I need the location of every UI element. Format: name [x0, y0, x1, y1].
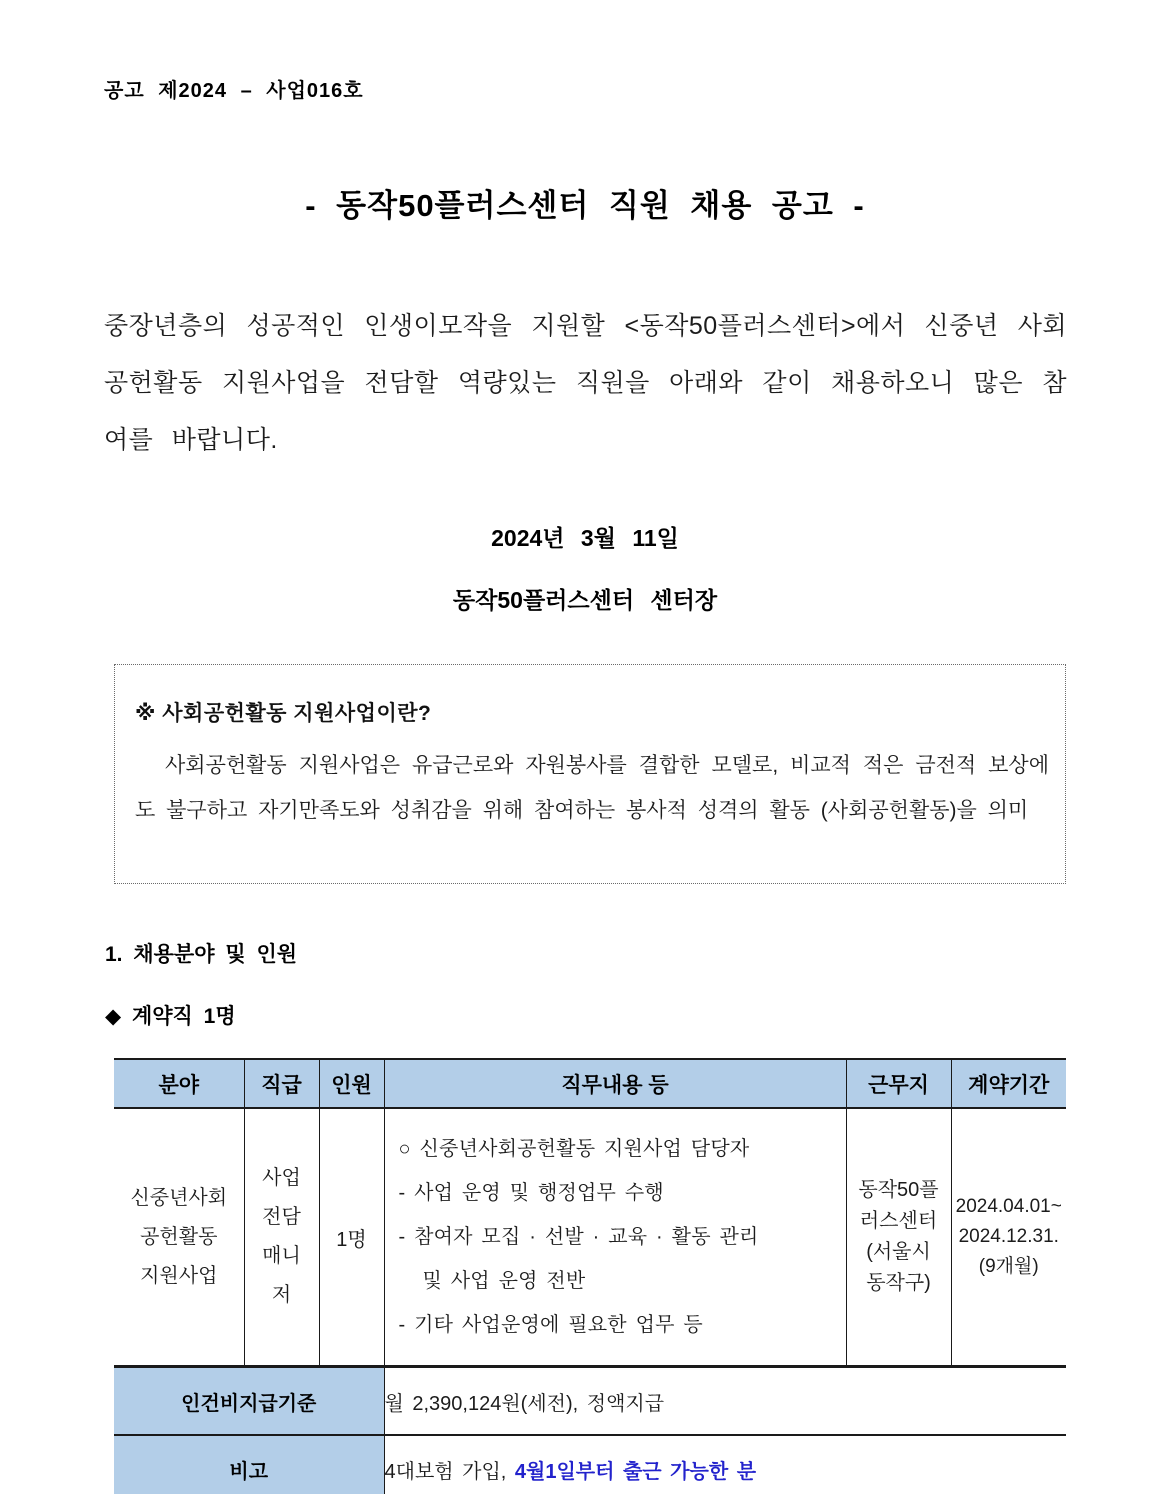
header-cell-workplace: 근무지	[846, 1059, 951, 1108]
duty-line: - 참여자 모집 · 선발 · 교육 · 활동 관리	[398, 1226, 759, 1248]
section-subheading: ◆ 계약직 1명	[105, 1005, 236, 1028]
header-cell-period: 계약기간	[951, 1059, 1066, 1108]
grade-cell: 사업 전담 매니 저	[244, 1108, 319, 1367]
intro-paragraph: 중장년층의 성공적인 인생이모작을 지원할 <동작50플러스센터>에서 신중년 사회공헌활동 지원사업을 전담할 역량있는 직원을 아래와 같이 채용하오니 많은 참여를 바랍니다.	[104, 312, 1067, 454]
duties-cell	[384, 1108, 846, 1367]
note-highlight: 4월1일부터 출근 가능한 분	[514, 1461, 757, 1483]
table-header-row	[114, 1059, 1066, 1108]
header-cell-grade: 직급	[244, 1059, 319, 1108]
duty-line: ○ 신중년사회공헌활동 지원사업 담당자	[398, 1138, 750, 1160]
pay-row	[114, 1367, 1066, 1436]
header-cell-field: 분야	[114, 1059, 244, 1108]
note-label-cell: 비고	[114, 1435, 384, 1494]
page-title: - 동작50플러스센터 직원 채용 공고 -	[305, 188, 865, 223]
doc-number: 공고 제2024 – 사업016호	[104, 80, 364, 102]
note-row	[114, 1435, 1066, 1494]
info-box	[114, 664, 1066, 884]
info-box-body: 사회공헌활동 지원사업은 유급근로와 자원봉사를 결합한 모델로, 비교적 적은 금전적 보상에도 불구하고 자기만족도와 성취감을 위해 참여하는 봉사적 성격의 활동 (사회공헌활동)을 의미	[135, 754, 1049, 822]
note-value-cell	[384, 1435, 1066, 1494]
table-row	[114, 1108, 1066, 1367]
pay-value-cell: 월 2,390,124원(세전), 정액지급	[384, 1367, 1066, 1436]
info-box-title: ※ 사회공헌활동 지원사업이란?	[135, 702, 432, 725]
header-cell-headcount: 인원	[319, 1059, 384, 1108]
recruitment-table	[114, 1058, 1066, 1494]
duty-line: - 사업 운영 및 행정업무 수행	[398, 1182, 664, 1204]
duty-line: 및 사업 운영 전반	[422, 1270, 586, 1292]
announce-signer: 동작50플러스센터 센터장	[452, 587, 718, 613]
section-heading: 1. 채용분야 및 인원	[105, 943, 298, 966]
workplace-cell: 동작50플 러스센터 (서울시 동작구)	[846, 1108, 951, 1367]
field-cell: 신중년사회 공헌활동 지원사업	[114, 1108, 244, 1367]
announce-date: 2024년 3월 11일	[491, 525, 679, 551]
headcount-cell: 1명	[319, 1108, 384, 1367]
duty-line: - 기타 사업운영에 필요한 업무 등	[398, 1314, 703, 1336]
period-cell: 2024.04.01~ 2024.12.31. (9개월)	[951, 1108, 1066, 1367]
header-cell-duties: 직무내용 등	[384, 1059, 846, 1108]
note-prefix: 4대보험 가입,	[384, 1461, 515, 1483]
pay-label-cell: 인건비지급기준	[114, 1367, 384, 1436]
